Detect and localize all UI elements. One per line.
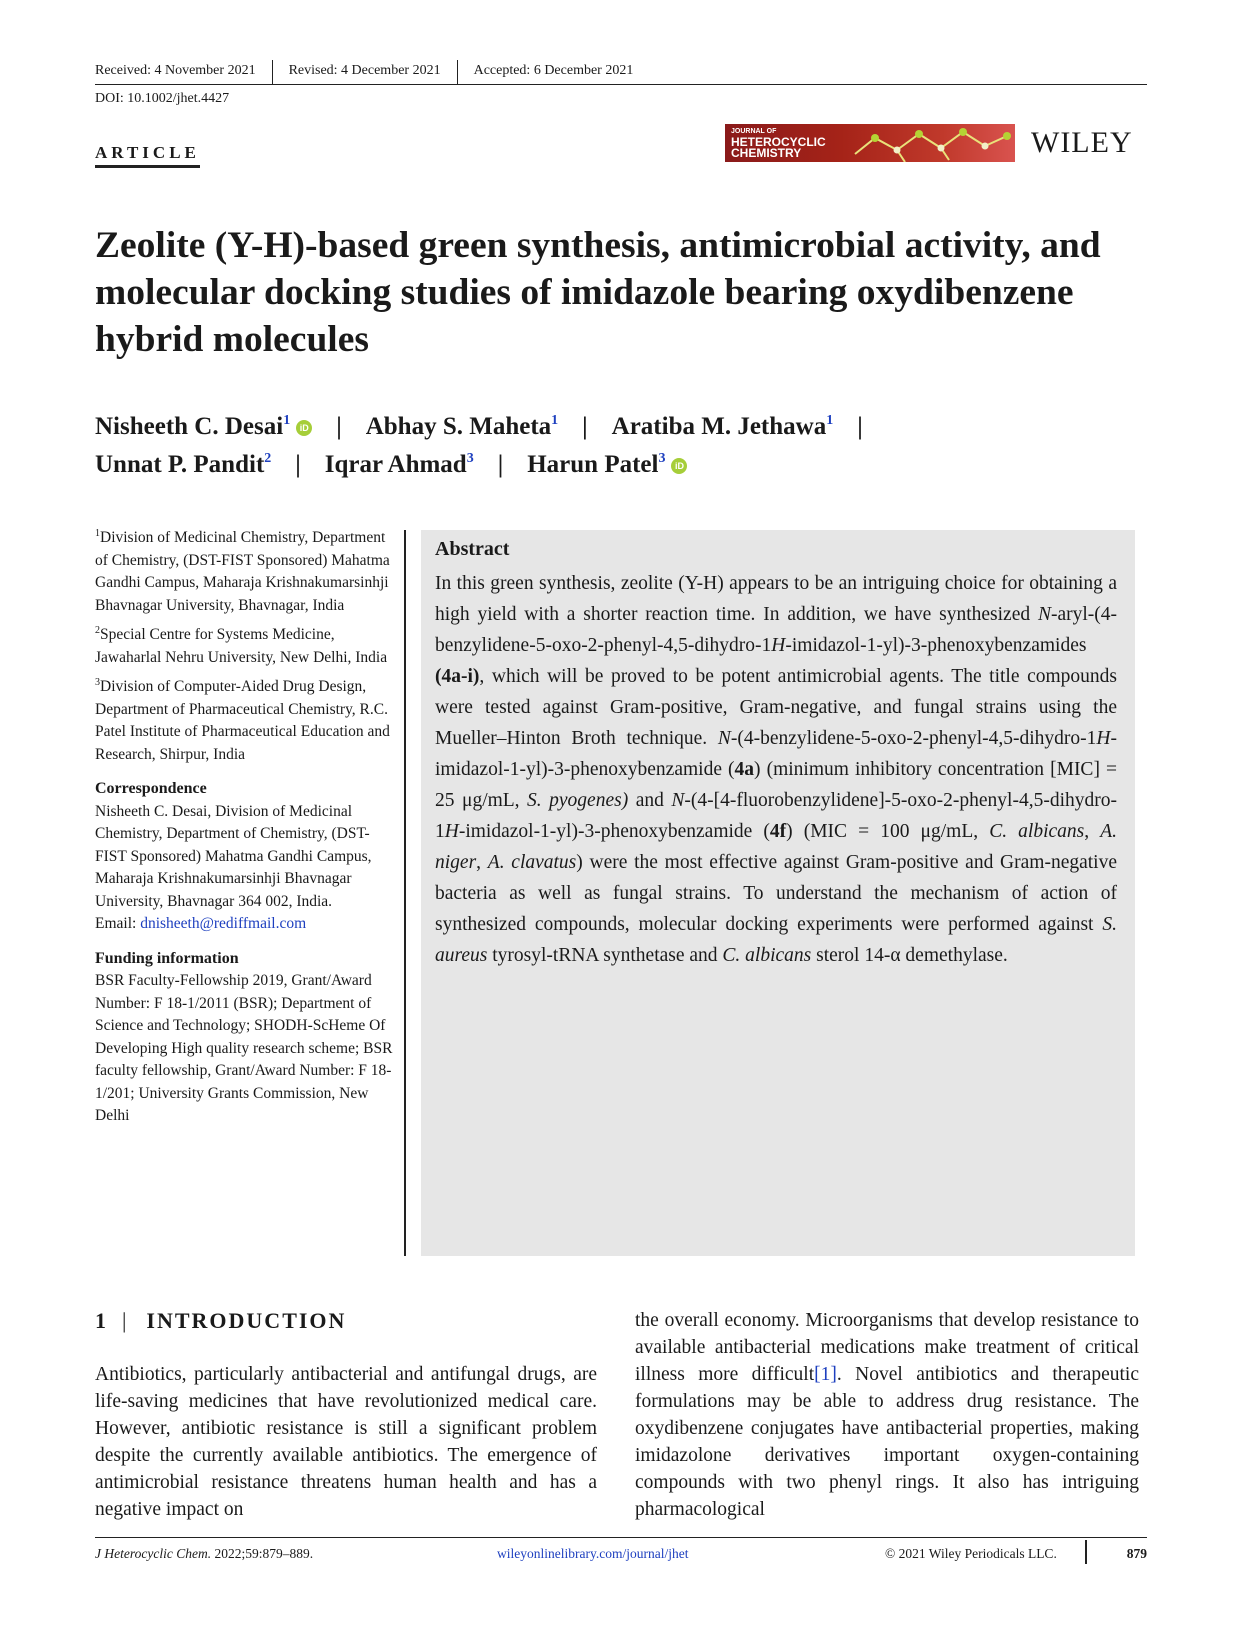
- footer-copyright: © 2021 Wiley Periodicals LLC.: [885, 1546, 1057, 1561]
- correspondence-text: [95, 801, 395, 936]
- correspondence-address: Nisheeth C. Desai, Division of Medicinal Chemistry, Department of Chemistry, (DST-FIST Sponsored) Mahatma Gandhi Campus, Maharaja Krishnakumarsinhji Bhavnagar University, Bhavnagar 364 002, India.: [95, 802, 372, 910]
- article-info-sidebar: [95, 527, 395, 1135]
- affiliation: [95, 676, 395, 766]
- author-affiliation-ref[interactable]: 3: [658, 451, 666, 466]
- journal-logo-text: [731, 126, 826, 159]
- affiliation-number: 3: [95, 676, 100, 688]
- author-name: Abhay S. Maheta: [365, 413, 552, 440]
- affiliation: [95, 527, 395, 617]
- author[interactable]: [95, 451, 271, 478]
- received-date: Received: 4 November 2021: [95, 60, 273, 84]
- journal-logo-line: CHEMISTRY: [731, 146, 802, 160]
- author-affiliation-ref[interactable]: 1: [826, 413, 834, 428]
- journal-logo[interactable]: [725, 124, 1015, 162]
- affiliation: [95, 624, 395, 669]
- accepted-date: Accepted: 6 December 2021: [473, 63, 634, 78]
- author-separator: |: [582, 413, 588, 440]
- author-separator: |: [857, 413, 863, 440]
- author-affiliation-ref[interactable]: 3: [466, 451, 474, 466]
- author-affiliation-ref[interactable]: 2: [264, 451, 272, 466]
- author[interactable]: [95, 413, 312, 440]
- footer-divider: [1085, 1540, 1087, 1564]
- footer-volume: 2022;59:879–889.: [211, 1546, 314, 1561]
- author[interactable]: [325, 451, 474, 478]
- section-title: INTRODUCTION: [146, 1308, 347, 1333]
- molecule-graphic-icon: [845, 124, 1015, 162]
- funding-text: BSR Faculty-Fellowship 2019, Grant/Award Number: F 18-1/2011 (BSR); Department of Science and Technology; SHODH-ScHeme Of Developing High quality research scheme; BSR faculty fellowship, Grant/Award Number: F 18-1/201; University Grants Commission, New Delhi: [95, 972, 393, 1124]
- affiliation-text: Division of Medicinal Chemistry, Department of Chemistry, (DST-FIST Sponsored) Mahatma Gandhi Campus, Maharaja Krishnakumarsinhji Bhavnagar University, Bhavnagar, India: [95, 529, 390, 614]
- sidebar-divider: [404, 530, 406, 1256]
- author-list: [95, 408, 1155, 484]
- introduction-paragraph-right: the overall economy. Microorganisms that develop resistance to available antibacterial medications make treatment of critical illness more difficult[1]. Novel antibiotics and therapeutic formulations may be able to address drug resistance. The oxydibenzene conjugates have antibacterial properties, making imidazolone derivatives important oxygen-containing compounds with two phenyl rings. It also has intriguing pharmacological: [635, 1310, 1139, 1520]
- journal-logo-line: HETEROCYCLIC: [731, 135, 826, 149]
- footer-journal-link[interactable]: wileyonlinelibrary.com/journal/jhet: [497, 1546, 689, 1561]
- affiliation-number: 2: [95, 624, 100, 636]
- footer-citation: [95, 1546, 313, 1562]
- author[interactable]: [527, 451, 687, 478]
- publisher-logo: WILEY: [1031, 126, 1133, 159]
- author-name: Iqrar Ahmad: [324, 451, 467, 478]
- affiliation-number: 1: [95, 527, 100, 539]
- introduction-paragraph-left: Antibiotics, particularly antibacterial and antifungal drugs, are life-saving medicines that have revolutionized medical care. However, antibiotic resistance is still a significant problem despite the currently available antibiotics. The emergence of antimicrobial resistance threatens human health and has a negative impact on: [95, 1364, 597, 1520]
- section-separator: |: [122, 1308, 129, 1333]
- author-separator: |: [336, 413, 342, 440]
- author-separator: |: [295, 451, 301, 478]
- author[interactable]: [612, 413, 834, 440]
- author-separator: |: [497, 451, 504, 478]
- article-title: Zeolite (Y-H)-based green synthesis, antimicrobial activity, and molecular docking studies of imidazole bearing oxydibenzene hybrid molecules: [95, 225, 1101, 360]
- author-name: Unnat P. Pandit: [95, 451, 265, 478]
- affiliation-text: Special Centre for Systems Medicine, Jawaharlal Nehru University, New Delhi, India: [95, 626, 388, 666]
- date-history: [95, 60, 1147, 85]
- orcid-icon[interactable]: iD: [296, 420, 312, 436]
- author-name: Harun Patel: [527, 451, 659, 478]
- abstract-box: [421, 530, 1135, 1256]
- article-type-label: ARTICLE: [95, 143, 200, 168]
- footer-journal-name: J Heterocyclic Chem.: [95, 1546, 212, 1561]
- page-footer: [95, 1537, 1147, 1566]
- author-name: Nisheeth C. Desai: [95, 413, 284, 440]
- email-link[interactable]: dnisheeth@rediffmail.com: [140, 915, 307, 932]
- section-number: 1: [95, 1308, 108, 1333]
- abstract-text: In this green synthesis, zeolite (Y-H) appears to be an intriguing choice for obtaining a high yield with a shorter reaction time. In addition, we have synthesized N-aryl-(4-benzylidene-5-oxo-2-phenyl-4,5-dihydro-1H-imidazol-1-yl)-3-phenoxybenzamides (4a-i), which will be proved to be potent antimicrobial agents. The title compounds were tested against Gram-positive, Gram-negative, and fungal strains using the Mueller–Hinton Broth technique. N-(4-benzylidene-5-oxo-2-phenyl-4,5-dihydro-1H-imidazol-1-yl)-3-phenoxybenzamide (4a) (minimum inhibitory concentration [MIC] = 25 μg/mL, S. pyogenes) and N-(4-[4-fluorobenzylidene]-5-oxo-2-phenyl-4,5-dihydro-1H-imidazol-1-yl)-3-phenoxybenzamide (4f) (MIC = 100 μg/mL, C. albicans, A. niger, A. clavatus) were the most effective against Gram-positive and Gram-negative bacteria as well as fungal strains. To understand the mechanism of action of synthesized compounds, molecular docking experiments were performed against S. aureus tyrosyl-tRNA synthetase and C. albicans sterol 14-α demethylase.: [435, 573, 1118, 966]
- orcid-icon[interactable]: iD: [671, 458, 687, 474]
- correspondence-heading: Correspondence: [95, 780, 207, 797]
- revised-date: Revised: 4 December 2021: [273, 60, 458, 84]
- email-label: Email:: [95, 915, 137, 932]
- author-name: Aratiba M. Jethawa: [611, 413, 827, 440]
- page-number: 879: [1126, 1546, 1147, 1561]
- section-heading-introduction: [95, 1308, 346, 1334]
- abstract-heading: Abstract: [435, 538, 510, 560]
- journal-logo-line: JOURNAL OF: [731, 128, 777, 135]
- doi[interactable]: DOI: 10.1002/jhet.4427: [95, 91, 230, 106]
- affiliation-text: Division of Computer-Aided Drug Design, Department of Pharmaceutical Chemistry, R.C. Patel Institute of Pharmaceutical Education and Research, Shirpur, India: [95, 678, 390, 763]
- author-affiliation-ref[interactable]: 1: [551, 413, 559, 428]
- author-affiliation-ref[interactable]: 1: [283, 413, 291, 428]
- funding-heading: Funding information: [95, 949, 239, 967]
- author[interactable]: [366, 413, 558, 440]
- citation-link[interactable]: [1]: [814, 1364, 837, 1385]
